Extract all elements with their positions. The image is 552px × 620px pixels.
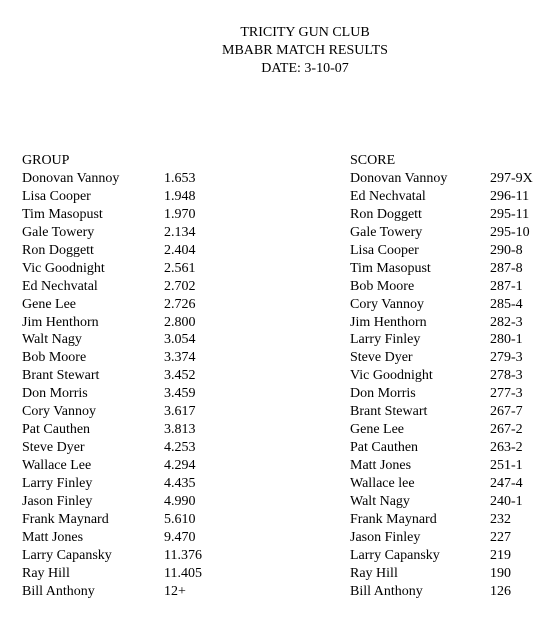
group-shooter-name: Ed Nechvatal xyxy=(22,278,98,294)
score-shooter-name: Tim Masopust xyxy=(350,260,431,276)
group-value: 5.610 xyxy=(164,511,196,527)
score-shooter-name: Wallace lee xyxy=(350,475,415,491)
group-shooter-name: Tim Masopust xyxy=(22,206,103,222)
score-row xyxy=(350,278,550,296)
group-results-column xyxy=(22,152,232,601)
score-shooter-name: Ed Nechvatal xyxy=(350,188,426,204)
group-row xyxy=(22,475,232,493)
score-row xyxy=(350,242,550,260)
score-value: 190 xyxy=(490,565,511,581)
score-value: 277-3 xyxy=(490,386,523,402)
group-value: 4.294 xyxy=(164,458,196,473)
score-shooter-name: Walt Nagy xyxy=(350,493,410,509)
score-value: 282-3 xyxy=(490,314,523,330)
score-row xyxy=(350,421,550,439)
group-row xyxy=(22,421,232,439)
group-value: 1.948 xyxy=(164,188,196,204)
group-shooter-name: Larry Finley xyxy=(22,475,93,491)
score-heading: SCORE xyxy=(350,153,396,168)
match-title: MBABR MATCH RESULTS xyxy=(222,43,388,58)
score-row xyxy=(350,511,550,529)
group-value: 3.374 xyxy=(164,350,196,366)
score-value: 232 xyxy=(490,511,511,527)
group-row xyxy=(22,188,232,206)
score-row xyxy=(350,296,550,314)
score-value: 290-8 xyxy=(490,242,523,258)
score-shooter-name: Lisa Cooper xyxy=(350,242,419,258)
group-value: 2.404 xyxy=(164,242,196,258)
score-shooter-name: Pat Cauthen xyxy=(350,440,419,456)
score-row xyxy=(350,260,550,278)
group-value: 2.726 xyxy=(164,296,196,312)
score-row xyxy=(350,565,550,583)
score-row xyxy=(350,367,550,385)
group-shooter-name: Jim Henthorn xyxy=(22,314,99,330)
score-shooter-name: Matt Jones xyxy=(350,458,412,473)
score-value: 295-10 xyxy=(490,224,530,240)
score-shooter-name: Jason Finley xyxy=(350,529,421,545)
score-shooter-name: Jim Henthorn xyxy=(350,314,427,330)
score-value: 287-8 xyxy=(490,260,523,276)
group-shooter-name: Lisa Cooper xyxy=(22,188,91,204)
score-shooter-name: Brant Stewart xyxy=(350,404,428,420)
score-shooter-name: Gene Lee xyxy=(350,422,405,438)
group-row xyxy=(22,314,232,332)
group-value: 1.653 xyxy=(164,171,196,186)
group-value: 1.970 xyxy=(164,206,196,222)
group-shooter-name: Larry Capansky xyxy=(22,547,112,563)
score-value: 219 xyxy=(490,547,511,563)
score-value: 247-4 xyxy=(490,475,523,491)
group-row xyxy=(22,403,232,421)
group-shooter-name: Matt Jones xyxy=(22,529,84,545)
group-row xyxy=(22,367,232,385)
group-shooter-name: Jason Finley xyxy=(22,493,93,509)
group-row xyxy=(22,224,232,242)
score-shooter-name: Bob Moore xyxy=(350,278,415,294)
score-row xyxy=(350,170,550,188)
score-row xyxy=(350,206,550,224)
score-shooter-name: Donovan Vannoy xyxy=(350,171,448,186)
score-shooter-name: Cory Vannoy xyxy=(350,296,425,312)
group-shooter-name: Ray Hill xyxy=(22,565,70,581)
group-value: 3.459 xyxy=(164,386,196,402)
group-row xyxy=(22,296,232,314)
score-value: 278-3 xyxy=(490,368,523,384)
score-row xyxy=(350,457,550,475)
group-shooter-name: Steve Dyer xyxy=(22,440,85,456)
score-row xyxy=(350,349,550,367)
group-row xyxy=(22,170,232,188)
score-shooter-name: Ron Doggett xyxy=(350,206,422,222)
group-row xyxy=(22,565,232,583)
group-row xyxy=(22,529,232,547)
group-shooter-name: Walt Nagy xyxy=(22,332,82,348)
group-value: 11.405 xyxy=(164,565,202,581)
score-row xyxy=(350,314,550,332)
group-shooter-name: Bill Anthony xyxy=(22,583,95,599)
score-row xyxy=(350,188,550,206)
group-shooter-name: Cory Vannoy xyxy=(22,404,97,420)
group-row xyxy=(22,242,232,260)
group-value: 3.452 xyxy=(164,368,196,384)
score-value: 280-1 xyxy=(490,332,523,348)
score-row xyxy=(350,331,550,349)
group-value: 2.702 xyxy=(164,278,196,294)
group-row xyxy=(22,457,232,475)
group-row xyxy=(22,511,232,529)
group-shooter-name: Bob Moore xyxy=(22,350,87,366)
document-header xyxy=(190,24,420,78)
score-value: 227 xyxy=(490,529,511,545)
score-shooter-name: Larry Capansky xyxy=(350,547,440,563)
score-value: 295-11 xyxy=(490,206,530,222)
score-row xyxy=(350,385,550,403)
score-value: 287-1 xyxy=(490,278,523,294)
score-row xyxy=(350,439,550,457)
group-shooter-name: Gale Towery xyxy=(22,224,95,240)
group-value: 3.054 xyxy=(164,332,196,348)
group-shooter-name: Don Morris xyxy=(22,386,88,402)
score-row xyxy=(350,547,550,565)
score-value: 267-7 xyxy=(490,404,523,420)
group-row xyxy=(22,493,232,511)
score-value: 126 xyxy=(490,583,511,599)
score-row xyxy=(350,529,550,547)
group-value: 3.813 xyxy=(164,422,196,438)
group-shooter-name: Pat Cauthen xyxy=(22,422,91,438)
group-value: 11.376 xyxy=(164,547,202,563)
match-date: DATE: 3-10-07 xyxy=(261,61,349,76)
score-row xyxy=(350,403,550,421)
group-shooter-name: Vic Goodnight xyxy=(22,260,105,276)
group-value: 2.134 xyxy=(164,224,196,240)
score-shooter-name: Larry Finley xyxy=(350,332,421,348)
group-shooter-name: Gene Lee xyxy=(22,296,77,312)
group-value: 4.990 xyxy=(164,493,196,509)
group-value: 2.800 xyxy=(164,314,196,330)
group-value: 4.435 xyxy=(164,475,196,491)
group-value: 2.561 xyxy=(164,260,196,276)
score-value: 267-2 xyxy=(490,422,523,438)
group-row xyxy=(22,349,232,367)
group-row xyxy=(22,583,232,601)
score-value: 263-2 xyxy=(490,440,523,456)
score-row xyxy=(350,493,550,511)
group-row xyxy=(22,439,232,457)
score-value: 279-3 xyxy=(490,350,523,366)
score-shooter-name: Frank Maynard xyxy=(350,511,437,527)
score-shooter-name: Gale Towery xyxy=(350,224,423,240)
group-row xyxy=(22,331,232,349)
score-results-column xyxy=(350,152,550,601)
group-value: 4.253 xyxy=(164,440,196,456)
group-row xyxy=(22,260,232,278)
score-value: 296-11 xyxy=(490,188,530,204)
group-row xyxy=(22,206,232,224)
score-value: 240-1 xyxy=(490,493,523,509)
score-value: 251-1 xyxy=(490,458,523,473)
group-row xyxy=(22,385,232,403)
group-heading: GROUP xyxy=(22,153,70,168)
score-value: 285-4 xyxy=(490,296,523,312)
score-row xyxy=(350,583,550,601)
group-shooter-name: Brant Stewart xyxy=(22,368,100,384)
group-value: 9.470 xyxy=(164,529,196,545)
group-row xyxy=(22,278,232,296)
group-row xyxy=(22,547,232,565)
score-value: 297-9X xyxy=(490,171,533,186)
group-value: 12+ xyxy=(164,583,186,599)
score-shooter-name: Steve Dyer xyxy=(350,350,413,366)
group-shooter-name: Wallace Lee xyxy=(22,458,92,473)
group-shooter-name: Donovan Vannoy xyxy=(22,171,120,186)
group-value: 3.617 xyxy=(164,404,196,420)
score-shooter-name: Bill Anthony xyxy=(350,583,423,599)
group-results-list xyxy=(22,170,232,601)
club-title: TRICITY GUN CLUB xyxy=(240,25,370,40)
score-shooter-name: Don Morris xyxy=(350,386,416,402)
score-row xyxy=(350,224,550,242)
score-row xyxy=(350,475,550,493)
score-shooter-name: Vic Goodnight xyxy=(350,368,433,384)
group-shooter-name: Ron Doggett xyxy=(22,242,94,258)
score-results-list xyxy=(350,170,550,601)
group-shooter-name: Frank Maynard xyxy=(22,511,109,527)
score-shooter-name: Ray Hill xyxy=(350,565,398,581)
